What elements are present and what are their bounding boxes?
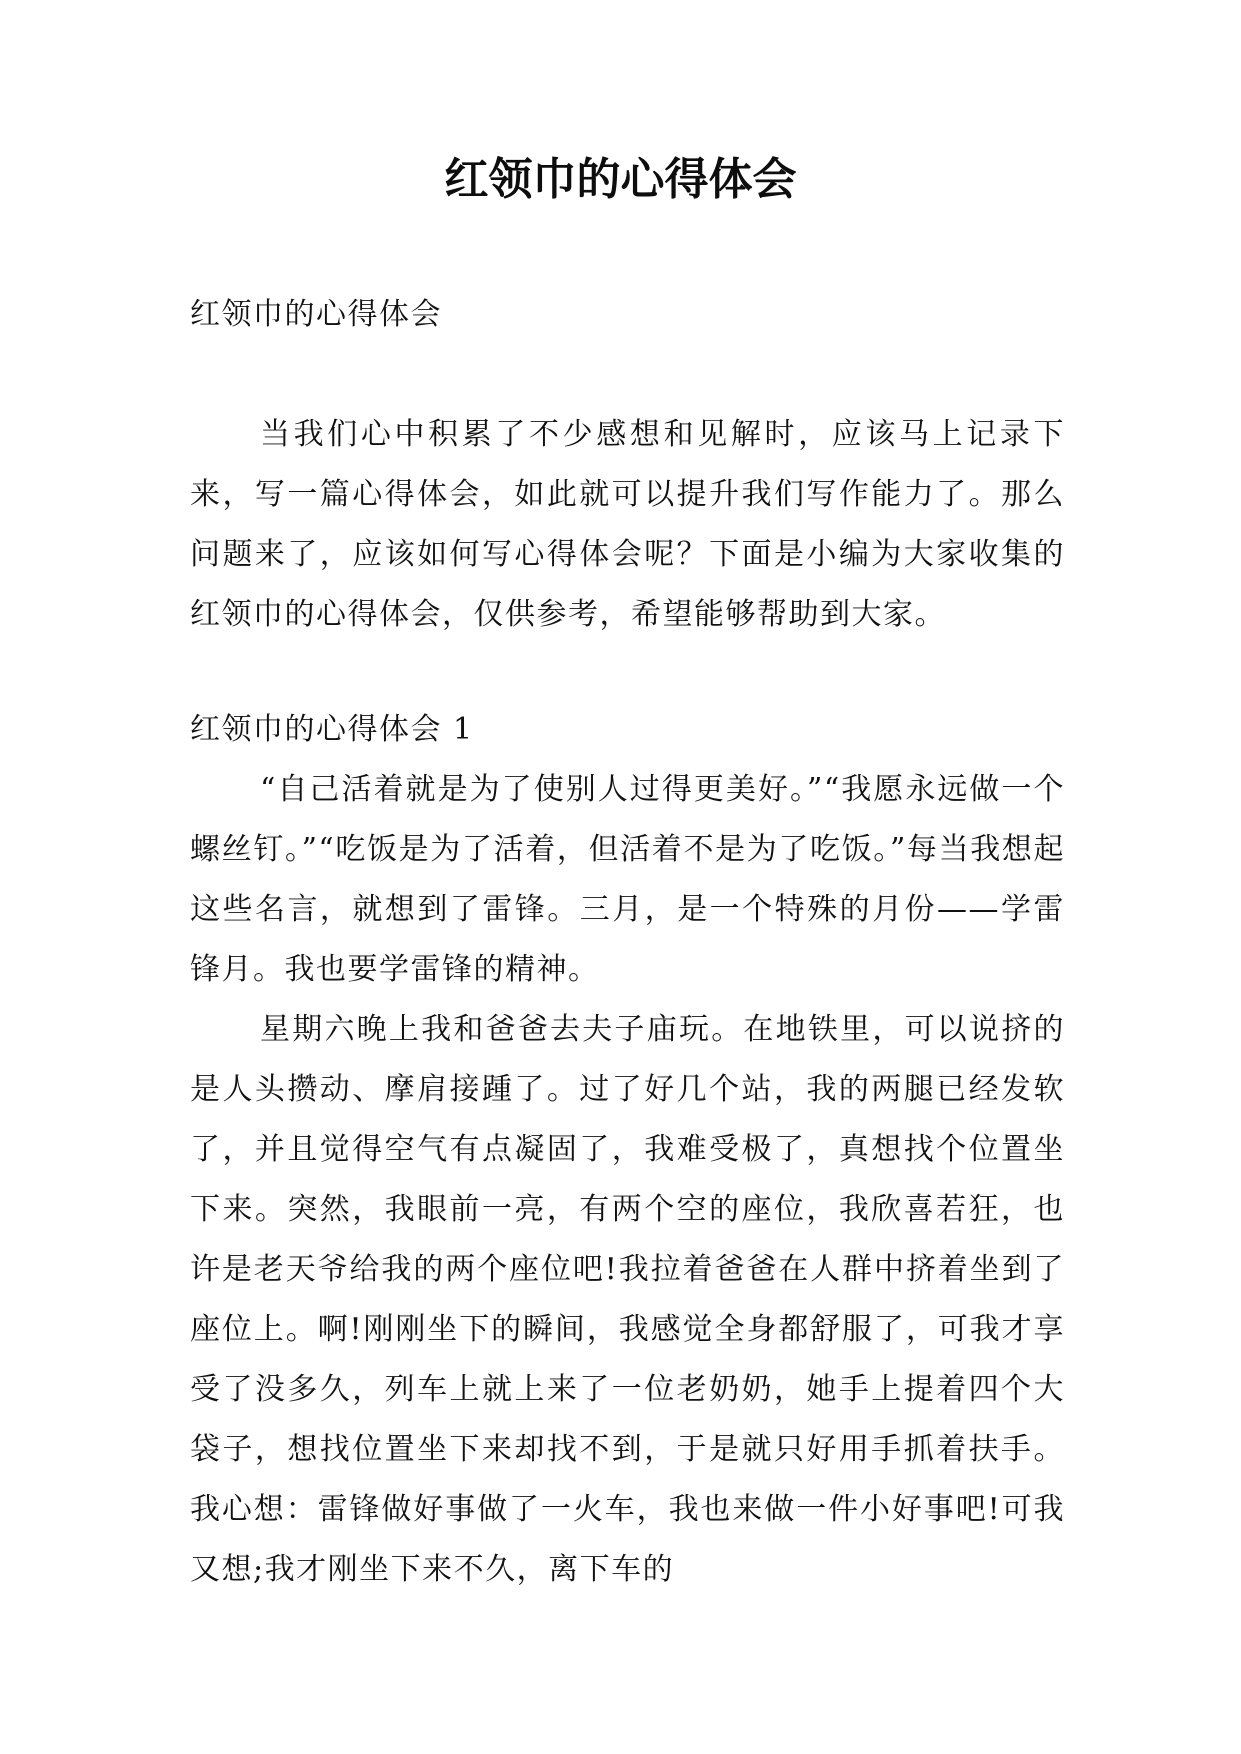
body-paragraph: 星期六晚上我和爸爸去夫子庙玩。在地铁里，可以说挤的是人头攒动、摩肩接踵了。过了好几个站，我的两腿已经发软了，并且觉得空气有点凝固了，我难受极了，真想找个位置坐下来。突然，我眼前一亮，有两个空的座位，我欣喜若狂，也许是老天爷给我的两个座位吧!我拉着爸爸在人群中挤着坐到了座位上。啊!刚刚坐下的瞬间，我感觉全身都舒服了，可我才享受了没多久，列车上就上来了一位老奶奶，她手上提着四个大袋子，想找位置坐下来却找不到，于是就只好用手抓着扶手。我心想：雷锋做好事做了一火车，我也来做一件小好事吧!可我又想;我才刚坐下来不久，离下车的 <box>190 1012 1065 1587</box>
document-subtitle: 红领巾的心得体会 <box>190 297 442 332</box>
body-paragraph: “自己活着就是为了使别人过得更美好。”“我愿永远做一个螺丝钉。”“吃饭是为了活着，但活着不是为了吃饭。”每当我想起这些名言，就想到了雷锋。三月，是一个特殊的月份——学雷锋月。我也要学雷锋的精神。 <box>190 772 1065 987</box>
intro-paragraph: 当我们心中积累了不少感想和见解时，应该马上记录下来，写一篇心得体会，如此就可以提升我们写作能力了。那么问题来了，应该如何写心得体会呢？下面是小编为大家收集的红领巾的心得体会，仅供参考，希望能够帮助到大家。 <box>190 417 1065 632</box>
section-heading: 红领巾的心得体会 1 <box>190 712 474 747</box>
document-title: 红领巾的心得体会 <box>444 154 797 205</box>
